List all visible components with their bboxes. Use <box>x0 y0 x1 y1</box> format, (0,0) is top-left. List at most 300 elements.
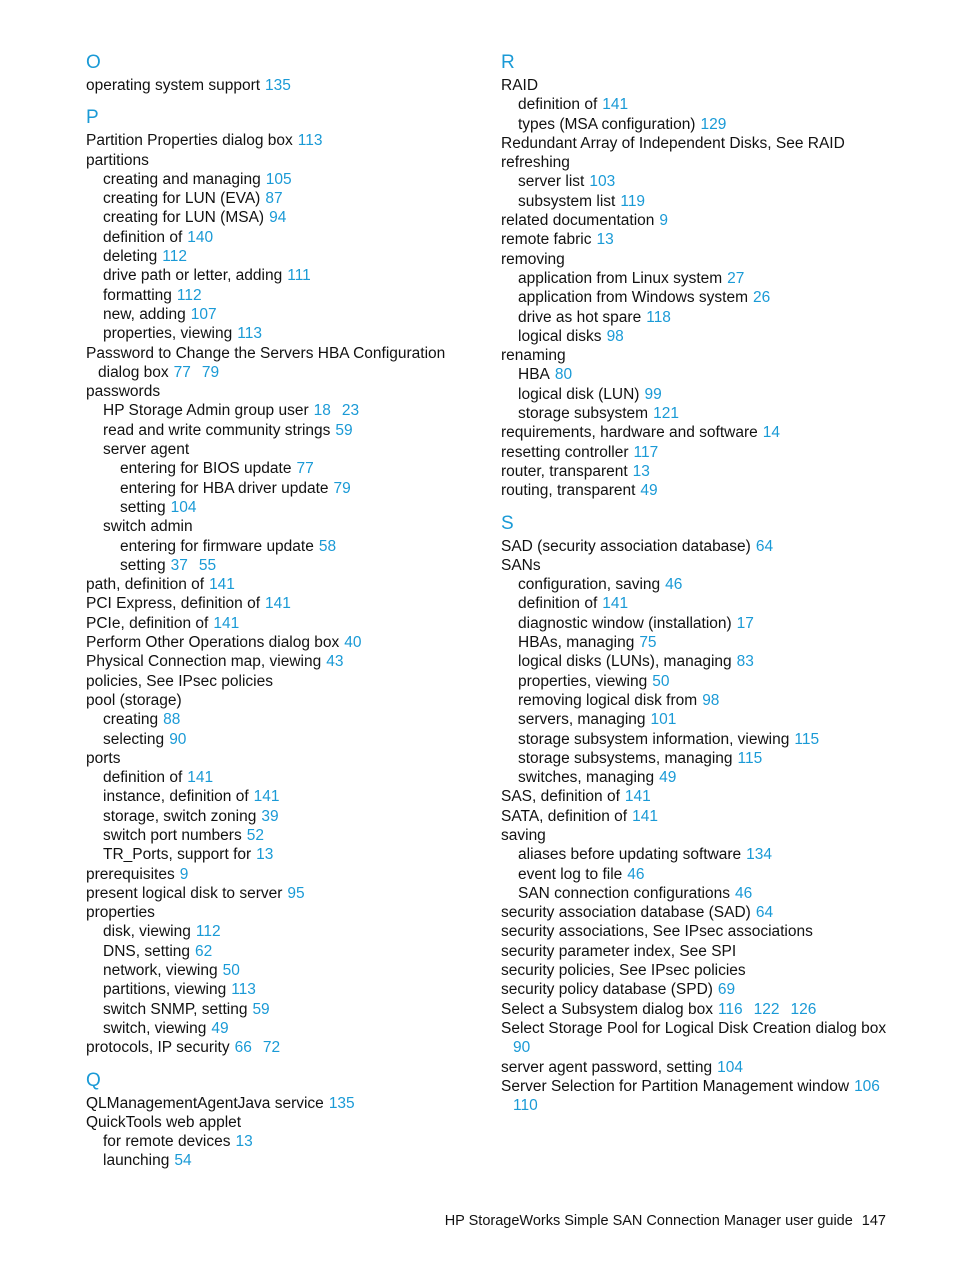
index-term: entering for BIOS update <box>120 460 292 478</box>
index-term: policies, See IPsec policies <box>86 672 273 690</box>
index-term: operating system support <box>86 77 261 94</box>
page-link[interactable]: 23 <box>341 402 360 420</box>
index-term: diagnostic window (installation) <box>518 614 732 632</box>
section-letter: P <box>86 107 99 129</box>
footer-page-number: 147 <box>861 1213 886 1229</box>
index-entry <box>86 247 476 266</box>
page-link[interactable]: 46 <box>734 884 753 902</box>
index-term: properties <box>86 904 155 922</box>
index-term: creating and managing <box>103 170 261 188</box>
index-entry <box>501 192 921 211</box>
index-term: protocols, IP security <box>86 1039 230 1057</box>
page-link[interactable]: 141 <box>624 788 651 806</box>
index-term: partitions <box>86 151 149 169</box>
index-term: properties, viewing <box>518 672 648 690</box>
index-term: aliases before updating software <box>518 846 742 864</box>
page-link[interactable]: 122 <box>753 1000 780 1018</box>
index-term: creating for LUN (EVA) <box>103 190 261 208</box>
page-link[interactable]: 40 <box>344 634 362 652</box>
page-link[interactable]: 13 <box>256 846 274 864</box>
page-link[interactable]: 117 <box>633 443 659 461</box>
index-term: path, definition of <box>86 576 205 594</box>
index-entry <box>501 652 921 671</box>
index-entry <box>86 807 476 826</box>
page-link[interactable]: 59 <box>335 421 353 439</box>
index-term-continuation: dialog box <box>98 363 169 381</box>
index-entry <box>86 980 476 999</box>
index-term: SANs <box>501 556 541 574</box>
index-entry <box>501 346 921 365</box>
index-term: HBA <box>518 366 550 384</box>
page-link[interactable]: 50 <box>652 672 670 690</box>
index-term: security policy database (SPD) <box>501 981 713 999</box>
index-entry <box>501 308 921 327</box>
index-entry <box>86 942 476 961</box>
index-entry <box>86 1132 476 1151</box>
index-term: switch port numbers <box>103 826 242 844</box>
page-link[interactable]: 129 <box>700 115 727 133</box>
index-entry <box>501 269 921 288</box>
index-entry <box>86 768 476 787</box>
page-link[interactable]: 13 <box>596 231 614 249</box>
index-entry <box>86 324 476 343</box>
index-term: removing <box>501 250 565 268</box>
index-term: servers, managing <box>518 711 646 729</box>
index-term: server agent password, setting <box>501 1058 713 1076</box>
page-link[interactable]: 13 <box>632 462 650 480</box>
page-link[interactable]: 26 <box>753 289 771 307</box>
page-link[interactable]: 49 <box>640 482 658 500</box>
index-entry <box>86 865 476 884</box>
index-term: SAD (security association database) <box>501 537 751 555</box>
page-link[interactable]: 13 <box>235 1133 253 1151</box>
page-link[interactable]: 79 <box>201 363 220 381</box>
page-link[interactable]: 46 <box>665 576 683 594</box>
index-term: SATA, definition of <box>501 807 628 825</box>
page-link[interactable]: 135 <box>265 77 291 94</box>
section-letter: S <box>501 512 514 534</box>
index-entry <box>501 95 921 114</box>
index-entry <box>86 1094 476 1113</box>
index-entry <box>501 942 921 961</box>
index-entry <box>86 903 476 922</box>
index-term: types (MSA configuration) <box>518 115 696 133</box>
page-link[interactable]: 43 <box>326 653 344 671</box>
index-term: security parameter index, See SPI <box>501 942 737 960</box>
index-entry <box>501 845 921 864</box>
index-term: SAS, definition of <box>501 788 620 806</box>
index-entry <box>501 691 921 710</box>
index-entry <box>86 1019 476 1038</box>
index-term: setting <box>120 498 166 516</box>
index-entry <box>501 423 921 442</box>
index-entry <box>86 286 476 305</box>
page-link[interactable]: 107 <box>190 305 217 323</box>
index-term: Select a Subsystem dialog box <box>501 1000 713 1018</box>
index-entry <box>501 1000 921 1019</box>
page-link[interactable]: 17 <box>736 614 754 632</box>
index-term: Server Selection for Partition Management window <box>501 1077 850 1095</box>
index-entry <box>501 884 921 903</box>
index-term: Password to Change the Servers HBA Configuration <box>86 344 446 362</box>
index-entry <box>501 807 921 826</box>
index-term: read and write community strings <box>103 421 331 439</box>
page-link[interactable]: 77 <box>173 363 191 381</box>
page-link[interactable]: 141 <box>602 96 629 114</box>
index-entry <box>86 787 476 806</box>
index-entry <box>501 115 921 134</box>
index-entry <box>86 459 476 478</box>
page-link[interactable]: 64 <box>755 904 774 922</box>
page-link[interactable]: 112 <box>162 248 188 266</box>
index-term: application from Windows system <box>518 289 748 307</box>
page-link[interactable]: 115 <box>737 749 763 767</box>
index-entry <box>86 652 476 671</box>
page-link[interactable]: 55 <box>198 556 217 574</box>
index-entry <box>86 1000 476 1019</box>
index-term: instance, definition of <box>103 788 249 806</box>
index-entry <box>501 134 921 153</box>
index-entry <box>501 730 921 749</box>
index-term: network, viewing <box>103 962 218 980</box>
page-link[interactable]: 49 <box>659 769 677 787</box>
index-term: for remote devices <box>103 1133 231 1151</box>
page-link[interactable]: 119 <box>620 192 646 210</box>
index-entry <box>86 151 476 170</box>
index-entry <box>501 153 921 172</box>
index-term: properties, viewing <box>103 325 233 343</box>
index-entry-continuation <box>86 363 476 382</box>
page-link[interactable]: 75 <box>639 634 657 652</box>
page-link[interactable]: 141 <box>602 595 629 613</box>
index-term: definition of <box>518 595 598 613</box>
index-term: RAID <box>501 77 539 94</box>
index-term: resetting controller <box>501 443 629 461</box>
index-term: logical disk (LUN) <box>518 385 640 403</box>
index-entry <box>501 1077 921 1096</box>
index-entry <box>86 344 476 363</box>
index-term: storage, switch zoning <box>103 807 257 825</box>
index-term: switch admin <box>103 518 193 536</box>
index-term: formatting <box>103 286 172 304</box>
index-term: TR_Ports, support for <box>103 846 252 864</box>
index-term: selecting <box>103 730 165 748</box>
index-entry <box>501 768 921 787</box>
page-link[interactable]: 27 <box>727 269 745 287</box>
page-link[interactable]: 66 <box>234 1039 252 1057</box>
index-term: Partition Properties dialog box <box>86 132 293 150</box>
index-entry <box>86 382 476 401</box>
index-entry <box>501 481 921 500</box>
index-term: storage subsystem <box>518 405 649 423</box>
index-term: removing logical disk from <box>518 691 698 709</box>
page-link[interactable]: 141 <box>265 595 291 613</box>
page-link[interactable]: 46 <box>627 865 645 883</box>
index-term: setting <box>120 556 166 574</box>
page-link[interactable]: 112 <box>176 286 202 304</box>
index-term: server list <box>518 173 585 191</box>
index-entry <box>86 305 476 324</box>
index-entry <box>501 537 921 556</box>
page-link[interactable]: 18 <box>313 402 331 420</box>
index-entry <box>86 440 476 459</box>
index-entry <box>86 710 476 729</box>
index-term: HBAs, managing <box>518 634 635 652</box>
index-term: entering for HBA driver update <box>120 479 329 497</box>
index-term: entering for firmware update <box>120 537 314 555</box>
index-entry <box>501 443 921 462</box>
page-link[interactable]: 80 <box>554 366 573 384</box>
index-entry <box>501 1019 921 1038</box>
index-term: subsystem list <box>518 192 616 210</box>
index-entry <box>86 672 476 691</box>
index-term: present logical disk to server <box>86 884 283 902</box>
page-link[interactable]: 141 <box>632 807 658 825</box>
page-link[interactable]: 37 <box>170 556 188 574</box>
page-link[interactable]: 99 <box>644 385 662 403</box>
index-entry <box>86 189 476 208</box>
index-entry <box>86 633 476 652</box>
index-term: PCI Express, definition of <box>86 595 261 613</box>
index-entry <box>501 172 921 191</box>
page-link[interactable]: 88 <box>163 711 181 729</box>
index-entry <box>501 230 921 249</box>
index-term: HP Storage Admin group user <box>103 402 309 420</box>
page-link[interactable]: 126 <box>790 1000 817 1018</box>
page-link[interactable]: 9 <box>179 865 189 883</box>
index-term: PCIe, definition of <box>86 614 209 632</box>
index-term: related documentation <box>501 212 655 230</box>
page-link[interactable]: 104 <box>170 498 197 516</box>
index-entry <box>86 826 476 845</box>
page-link[interactable]: 90 <box>513 1039 531 1057</box>
index-entry <box>86 537 476 556</box>
index-entry <box>501 787 921 806</box>
page-link[interactable]: 90 <box>169 730 187 748</box>
index-term: SAN connection configurations <box>518 884 730 902</box>
page-link[interactable]: 98 <box>606 327 624 345</box>
index-term: storage subsystem information, viewing <box>518 730 790 748</box>
page-link[interactable]: 135 <box>328 1094 355 1112</box>
page-link[interactable]: 101 <box>650 711 677 729</box>
page-link[interactable]: 113 <box>231 981 256 999</box>
index-entry <box>86 208 476 227</box>
page-link[interactable]: 14 <box>762 424 780 442</box>
index-entry <box>86 691 476 710</box>
page-link[interactable]: 111 <box>287 267 311 285</box>
section-letter: Q <box>86 1069 101 1091</box>
index-entry <box>501 980 921 999</box>
section-letter: O <box>86 52 101 73</box>
page-link[interactable]: 69 <box>717 981 736 999</box>
index-term: router, transparent <box>501 462 628 480</box>
index-entry <box>86 266 476 285</box>
index-entry <box>86 401 476 420</box>
page-link[interactable]: 105 <box>265 170 292 188</box>
index-entry <box>501 826 921 845</box>
index-entry <box>501 710 921 729</box>
index-term: switches, managing <box>518 769 655 787</box>
index-term: routing, transparent <box>501 482 636 500</box>
index-entry <box>501 462 921 481</box>
index-term: application from Linux system <box>518 269 723 287</box>
index-entry <box>86 170 476 189</box>
index-entry <box>86 131 476 150</box>
page-link[interactable]: 79 <box>333 479 351 497</box>
page-link[interactable]: 113 <box>237 325 262 343</box>
page-link[interactable]: 134 <box>746 846 773 864</box>
page-footer <box>445 1213 886 1229</box>
index-term: launching <box>103 1152 170 1170</box>
index-term: storage subsystems, managing <box>518 749 733 767</box>
index-term: renaming <box>501 347 566 365</box>
footer-title: HP StorageWorks Simple SAN Connection Manager user guide <box>444 1213 853 1229</box>
index-entry <box>86 922 476 941</box>
index-term: remote fabric <box>501 231 592 249</box>
page-link[interactable]: 59 <box>252 1000 270 1018</box>
index-entry <box>86 884 476 903</box>
index-entry <box>86 479 476 498</box>
index-entry <box>501 211 921 230</box>
index-term: QLManagementAgentJava service <box>86 1094 324 1112</box>
page-link[interactable]: 72 <box>262 1039 281 1057</box>
page-link[interactable]: 9 <box>659 212 669 230</box>
index-term: drive path or letter, adding <box>103 267 283 285</box>
page-link[interactable]: 49 <box>211 1019 229 1037</box>
page-link[interactable]: 118 <box>646 308 671 326</box>
page-link[interactable]: 58 <box>318 537 337 555</box>
page-link[interactable]: 141 <box>213 614 240 632</box>
index-term: server agent <box>103 441 190 459</box>
index-term: drive as hot spare <box>518 308 642 326</box>
index-entry <box>86 1151 476 1170</box>
index-entry <box>86 730 476 749</box>
index-entry <box>86 498 476 517</box>
page-link[interactable]: 87 <box>265 190 283 208</box>
index-entry <box>501 385 921 404</box>
index-term: new, adding <box>103 305 186 323</box>
index-entry <box>501 922 921 941</box>
index-term: logical disks (LUNs), managing <box>518 653 732 671</box>
index-entry-continuation <box>501 1038 921 1057</box>
index-term: event log to file <box>518 865 623 883</box>
index-term: definition of <box>103 769 183 787</box>
index-entry <box>501 672 921 691</box>
index-entry <box>501 903 921 922</box>
index-term: configuration, saving <box>518 576 661 594</box>
page-link[interactable]: 52 <box>246 826 264 844</box>
index-entry <box>501 594 921 613</box>
index-entry <box>501 961 921 980</box>
index-entry <box>86 76 476 95</box>
page-link[interactable]: 113 <box>297 132 323 150</box>
index-entry <box>86 845 476 864</box>
page-link[interactable]: 121 <box>653 405 679 423</box>
index-entry-continuation <box>501 1096 921 1115</box>
page-link[interactable]: 64 <box>755 537 774 555</box>
index-entry <box>86 1113 476 1132</box>
page-link[interactable]: 110 <box>513 1097 538 1115</box>
page-link[interactable]: 62 <box>195 942 213 960</box>
index-entry <box>501 404 921 423</box>
index-term: Physical Connection map, viewing <box>86 653 322 671</box>
index-entry <box>501 575 921 594</box>
page-link[interactable]: 116 <box>717 1000 743 1018</box>
index-term: security associations, See IPsec associations <box>501 923 813 941</box>
index-term: switch SNMP, setting <box>103 1000 248 1018</box>
page-link[interactable]: 104 <box>717 1058 743 1076</box>
index-term: requirements, hardware and software <box>501 424 758 442</box>
index-entry <box>501 1058 921 1077</box>
index-term: switch, viewing <box>103 1019 207 1037</box>
page-link[interactable]: 50 <box>222 962 240 980</box>
index-term: ports <box>86 749 121 767</box>
page-link[interactable]: 106 <box>854 1077 880 1095</box>
page-link[interactable]: 115 <box>794 730 820 748</box>
index-entry <box>501 556 921 575</box>
section-letter: R <box>501 52 515 73</box>
index-term: deleting <box>103 248 158 266</box>
index-term: definition of <box>103 228 183 246</box>
index-entry <box>86 517 476 536</box>
page-link[interactable]: 112 <box>195 923 221 941</box>
page-link[interactable]: 95 <box>287 884 305 902</box>
page-link[interactable]: 98 <box>702 691 720 709</box>
page-link[interactable]: 140 <box>187 228 214 246</box>
page-link[interactable]: 141 <box>209 576 235 594</box>
page-link[interactable]: 94 <box>269 209 287 227</box>
index-entry <box>501 633 921 652</box>
index-entry <box>86 614 476 633</box>
index-term: QuickTools web applet <box>86 1113 242 1131</box>
index-entry <box>86 594 476 613</box>
page-link[interactable]: 39 <box>261 807 279 825</box>
index-term: creating for LUN (MSA) <box>103 209 265 227</box>
index-entry <box>501 250 921 269</box>
index-entry <box>86 1038 476 1057</box>
page-link[interactable]: 54 <box>174 1152 192 1170</box>
index-term: Redundant Array of Independent Disks, See RAID <box>501 134 845 152</box>
index-column-right <box>501 52 921 1115</box>
index-entry <box>501 288 921 307</box>
index-entry <box>501 327 921 346</box>
index-term: security policies, See IPsec policies <box>501 962 746 980</box>
index-term: disk, viewing <box>103 923 191 941</box>
index-term: creating <box>103 711 159 729</box>
index-term: security association database (SAD) <box>501 904 751 922</box>
index-entry <box>501 365 921 384</box>
index-entry <box>501 865 921 884</box>
index-term: pool (storage) <box>86 691 182 709</box>
page-link[interactable]: 141 <box>187 769 214 787</box>
index-entry <box>86 575 476 594</box>
page-link[interactable]: 103 <box>589 173 616 191</box>
index-entry <box>501 749 921 768</box>
index-entry <box>86 421 476 440</box>
index-term: DNS, setting <box>103 942 191 960</box>
index-term: prerequisites <box>86 865 175 883</box>
index-term: logical disks <box>518 327 602 345</box>
page-link[interactable]: 83 <box>736 653 754 671</box>
index-term: refreshing <box>501 154 570 172</box>
page-link[interactable]: 77 <box>296 460 314 478</box>
index-term: saving <box>501 826 546 844</box>
page-link[interactable]: 141 <box>253 788 280 806</box>
index-column-left <box>86 52 476 1171</box>
index-term: partitions, viewing <box>103 981 227 999</box>
index-entry <box>86 556 476 575</box>
index-entry <box>86 961 476 980</box>
